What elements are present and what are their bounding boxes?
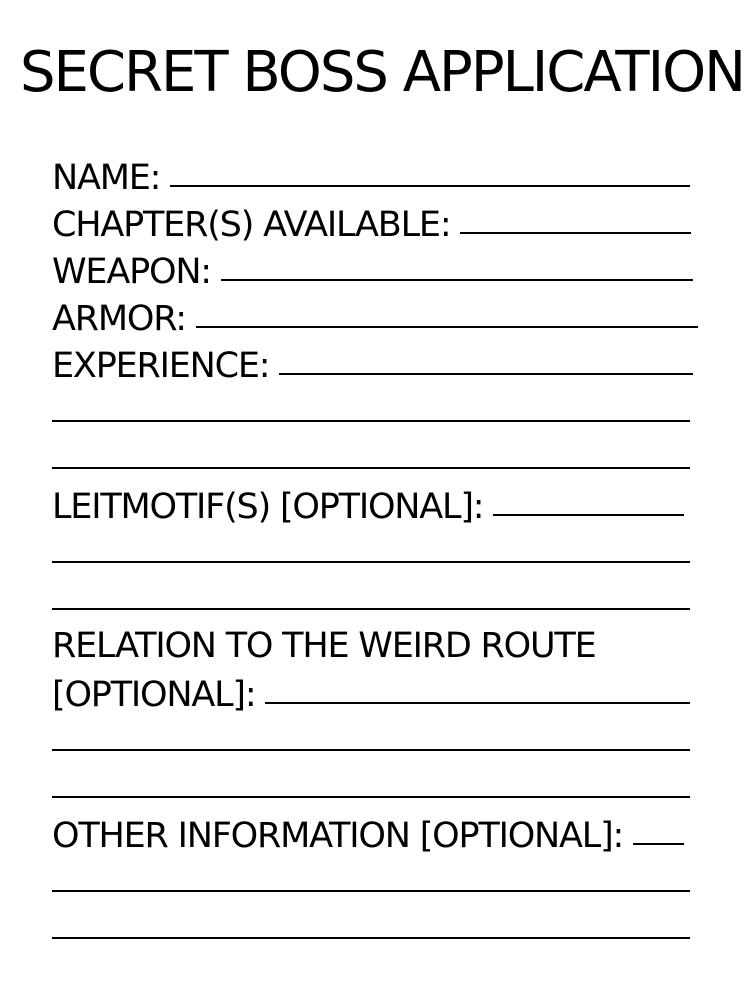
experience-label: EXPERIENCE: bbox=[52, 346, 270, 386]
other-extra-row-2 bbox=[52, 905, 690, 951]
relation-label-line1: RELATION TO THE WEIRD ROUTE bbox=[52, 626, 596, 666]
leitmotif-label: LEITMOTIF(S) [OPTIONAL]: bbox=[52, 487, 484, 527]
relation-extra-row-1 bbox=[52, 717, 690, 763]
other-blank[interactable] bbox=[633, 809, 684, 845]
weapon-label: WEAPON: bbox=[52, 252, 211, 292]
experience-extra-blank-2[interactable] bbox=[52, 433, 690, 469]
leitmotif-row bbox=[52, 482, 684, 528]
experience-extra-row-2 bbox=[52, 435, 690, 481]
relation-row-1 bbox=[52, 623, 690, 669]
other-extra-blank-1[interactable] bbox=[52, 856, 690, 892]
relation-extra-blank-2[interactable] bbox=[52, 762, 690, 798]
experience-extra-row-1 bbox=[52, 388, 690, 434]
leitmotif-extra-row-2 bbox=[52, 576, 690, 622]
weapon-row bbox=[52, 247, 693, 293]
chapters-row bbox=[52, 200, 691, 246]
relation-extra-blank-1[interactable] bbox=[52, 715, 690, 751]
name-label: NAME: bbox=[52, 158, 161, 198]
armor-row bbox=[52, 294, 698, 340]
leitmotif-extra-row-1 bbox=[52, 529, 690, 575]
armor-blank[interactable] bbox=[196, 292, 698, 328]
relation-label-line2: [OPTIONAL]: bbox=[52, 675, 256, 715]
other-extra-row-1 bbox=[52, 858, 690, 904]
experience-extra-blank-1[interactable] bbox=[52, 386, 690, 422]
other-label: OTHER INFORMATION [OPTIONAL]: bbox=[52, 816, 624, 856]
weapon-blank[interactable] bbox=[221, 245, 693, 281]
leitmotif-extra-blank-2[interactable] bbox=[52, 574, 690, 610]
armor-label: ARMOR: bbox=[52, 299, 186, 339]
form-title: SECRET BOSS APPLICATION bbox=[20, 40, 745, 105]
leitmotif-extra-blank-1[interactable] bbox=[52, 527, 690, 563]
relation-blank[interactable] bbox=[265, 668, 690, 704]
relation-row-2 bbox=[52, 670, 690, 716]
relation-extra-row-2 bbox=[52, 764, 690, 810]
name-blank[interactable] bbox=[170, 151, 690, 187]
other-row bbox=[52, 811, 684, 857]
chapters-label: CHAPTER(S) AVAILABLE: bbox=[52, 205, 451, 245]
other-extra-blank-2[interactable] bbox=[52, 903, 690, 939]
experience-blank[interactable] bbox=[279, 339, 693, 375]
leitmotif-blank[interactable] bbox=[493, 480, 684, 516]
experience-row bbox=[52, 341, 693, 387]
name-row bbox=[52, 153, 690, 199]
chapters-blank[interactable] bbox=[460, 198, 691, 234]
